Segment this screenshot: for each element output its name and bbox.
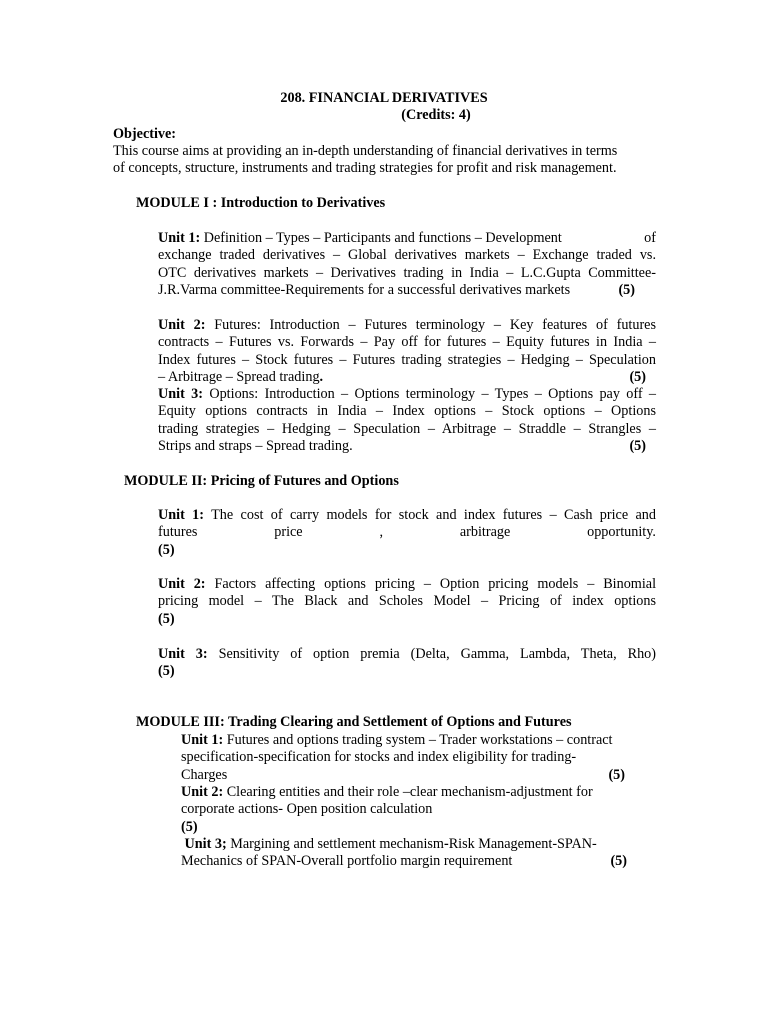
objective-line: This course aims at providing an in-depth understanding of financial derivatives in terms xyxy=(113,143,618,159)
text-line xyxy=(158,524,656,541)
unit-label: Unit 3: xyxy=(158,646,208,662)
text-line xyxy=(158,576,656,593)
text-line: specification-specification for stocks and index eligibility for trading- xyxy=(181,749,577,766)
module-2-heading: MODULE II: Pricing of Futures and Options xyxy=(124,473,399,489)
text-line: corporate actions- Open position calculation xyxy=(181,801,433,818)
unit-text: Futures: Introduction – Futures terminology – Key features of futures xyxy=(214,317,656,333)
unit-label: Unit 1: xyxy=(158,230,201,246)
unit-text: , xyxy=(379,524,383,541)
credit-mark: (5) xyxy=(158,541,175,558)
text-line xyxy=(181,784,627,801)
text-line xyxy=(158,317,656,334)
unit-text: Clearing entities and their role –clear mechanism-adjustment for xyxy=(226,784,593,800)
module-3-heading: MODULE III: Trading Clearing and Settlement of Options and Futures xyxy=(136,714,572,730)
text-line xyxy=(158,369,656,386)
module-1-unit-3 xyxy=(158,386,656,456)
unit-label: Unit 3; xyxy=(184,836,227,852)
text-line: trading strategies – Hedging – Speculation – Arbitrage – Straddle – Strangles – xyxy=(158,420,656,437)
text-line: exchange traded derivatives – Global derivatives markets – Exchange traded vs. xyxy=(158,247,656,264)
credit-mark: (5) xyxy=(629,438,646,455)
unit-label: Unit 1: xyxy=(158,507,204,523)
module-2-unit-2 xyxy=(158,576,656,628)
course-title: 208. FINANCIAL DERIVATIVES xyxy=(280,90,488,106)
unit-text: Risk Management-SPAN- xyxy=(448,836,597,852)
objective-text xyxy=(113,143,658,178)
text-line xyxy=(181,767,627,784)
unit-text: of xyxy=(644,230,656,246)
unit-text: Definition – Types – Participants and functions – Development xyxy=(203,230,562,246)
unit-text: . xyxy=(319,369,324,386)
unit-text: futures xyxy=(158,524,198,541)
text-line: OTC derivatives markets – Derivatives trading in India – L.C.Gupta Committee- xyxy=(158,264,656,281)
unit-text: Strips and straps – Spread trading. xyxy=(158,438,353,455)
text-line xyxy=(158,438,656,455)
module-1-heading: MODULE I : Introduction to Derivatives xyxy=(136,195,386,211)
objective-line: of concepts, structure, instruments and trading strategies for profit and risk management. xyxy=(113,160,617,177)
unit-text: opportunity. xyxy=(587,524,656,541)
module-2-unit-3 xyxy=(158,646,656,681)
unit-label: Unit 2: xyxy=(158,317,206,333)
unit-label: Unit 3: xyxy=(158,386,203,402)
unit-label: Unit 2: xyxy=(158,576,206,592)
text-line xyxy=(158,507,656,524)
credit-mark: (5) xyxy=(618,282,635,299)
credit-mark: (5) xyxy=(158,610,175,627)
text-line: contracts – Futures vs. Forwards – Pay off for futures – Equity futures in India – xyxy=(158,334,656,351)
unit-text: Options: Introduction – Options terminology – Types – Options pay off – xyxy=(209,386,657,402)
module-1-unit-1 xyxy=(158,230,656,300)
unit-text: arbitrage xyxy=(459,524,511,541)
text-line xyxy=(181,853,627,870)
unit-text: Margining and settlement mechanism xyxy=(230,836,444,852)
module-1-unit-2 xyxy=(158,317,656,387)
unit-text: The cost of carry models for stock and index futures – Cash price and xyxy=(211,507,656,523)
text-line xyxy=(158,386,656,403)
text-line xyxy=(181,836,627,853)
text-line: pricing model – The Black and Scholes Model – Pricing of index options xyxy=(158,593,656,610)
module-3-unit-1 xyxy=(181,732,627,784)
text-line xyxy=(158,282,656,299)
credit-mark: (5) xyxy=(158,663,175,680)
unit-text: Charges xyxy=(181,766,228,783)
credit-mark: (5) xyxy=(181,818,198,835)
unit-text: - xyxy=(443,836,449,852)
unit-text: Factors affecting options pricing – Option pricing models – Binomial xyxy=(214,576,657,592)
unit-text: Sensitivity of option premia (Delta, Gamma, Lambda, Theta, Rho) xyxy=(218,646,657,662)
text-line xyxy=(181,732,627,749)
credit-mark: (5) xyxy=(610,853,627,870)
text-line: Equity options contracts in India – Index options – Stock options – Options xyxy=(158,403,656,420)
text-line: Index futures – Stock futures – Futures trading strategies – Hedging – Speculation xyxy=(158,351,656,368)
unit-text: price xyxy=(274,524,303,541)
unit-label: Unit 2: xyxy=(181,784,224,800)
unit-text: Mechanics of SPAN-Overall portfolio margin requirement xyxy=(181,853,513,870)
credit-mark: (5) xyxy=(608,766,625,783)
module-2-unit-1 xyxy=(158,507,656,559)
objective-heading: Objective: xyxy=(113,126,177,142)
unit-label: Unit 1: xyxy=(181,732,224,748)
module-3-unit-3 xyxy=(181,836,627,871)
text-line xyxy=(158,230,656,247)
text-line xyxy=(158,646,656,663)
module-3-unit-2 xyxy=(181,784,627,836)
credit-mark: (5) xyxy=(629,369,646,386)
unit-text: Futures and options trading system – Trader workstations – contract xyxy=(226,732,613,748)
unit-text: J.R.Varma committee-Requirements for a successful derivatives markets xyxy=(158,282,571,299)
course-credits: (Credits: 4) xyxy=(401,107,471,123)
unit-text: – Arbitrage – Spread trading xyxy=(158,369,320,386)
